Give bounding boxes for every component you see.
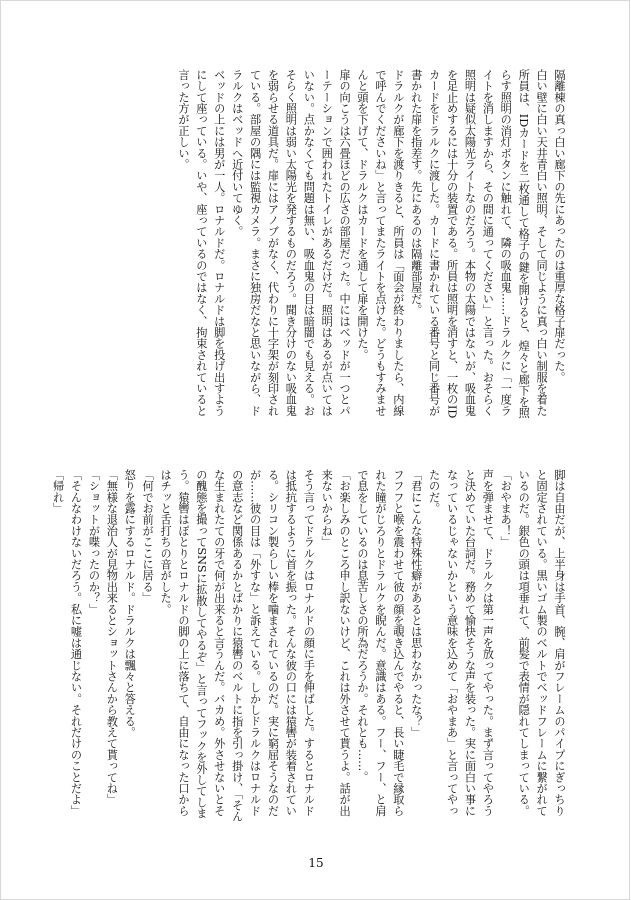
paragraph: 声を弾ませて、ドラルクは第一声を放ってやった。まず言ってやろうと決めていた台詞だ。務めて愉快そうな声を装った。実に面白い事になっているじゃないかという意味を込めて「おやまあ」と言ってやったのだ。: [427, 469, 495, 817]
text-block-bottom: [51, 469, 568, 824]
paragraph: そう言ってドラルクはロナルドの顔に手を伸ばした。するとロナルドは抵抗するように首を振った。そんな彼の口には猿轡が装着されている。シリコン製らしい棒を噛まされているのだ。実に窮屈そうなのだが……彼の目は「外すな」と訴えている。しかしドラルクはロナルドの意志など関係あるかとばかりに猿轡のベルトに指を引っ掛け、「そんな生まれたての牙で何が出来ると言うんだ。バカめ。外させないとその醜態を撮ってSNSに拡散してやるぞ」と言ってフックを外してしまう。猿轡はぽとりとロナルドの脚の上に落ちて、自由になった口からはチッと舌打ちの音がした。: [159, 469, 316, 822]
paragraph: 白い壁に白い天井青白い照明、そして同じように真っ白い制服を着た所員は、IDカードを二枚通して格子の鍵を開けると、煌々と廊下を照らす照明の消灯ボタンに触れて、隣の吸血鬼……ドラルクに「一度ライトを消しますから、その間に通ってください」と言った。おそらく照明は疑似太陽光ライトなのだろう。本物の太陽ではないが、吸血鬼を足止めするには十分の装置である。所員は照明を消すと、一枚のIDカードをドラルクに渡した。カードに書かれている番号と同じ番号が書かれた扉を指差す。先にあるのは隔離部屋だ。: [409, 69, 549, 419]
dialogue-line: 「おやまあ！」: [499, 469, 513, 548]
paragraph: ドラルクが廊下を渡りきると、所員は「面会が終わりましたら、内線で呼んでくださいね」と言ってまたライトを点けた。どうもすみませんと頭を下げて、ドラルクはカードを通して扉を開けた。: [356, 69, 405, 417]
text-block-top: [56, 69, 568, 424]
paragraph: 怒りを露にするロナルド。ドラルクは飄々と答える。: [123, 469, 137, 738]
page-number: 15: [308, 856, 324, 870]
dialogue-line: 「君にこんな特殊性癖があるとは思わなかったな？」: [409, 469, 423, 738]
paragraph: 隔離棟の真っ白い廊下の先にあったのは重厚な格子扉だった。: [553, 69, 566, 383]
paragraph: 扉の向こうは六畳ほどの広さの部屋だった。中にはベッドが一つとパーテーションで囲われたトイレがあるだけだ。照明はあるが点いてはいない。点かなくても問題は無い、吸血鬼の目は暗闇でも見える。おそらく照明は弱い太陽光を発するものだろう。聞き分けのない吸血鬼を弱らせる道具だ。扉にはアノブがなく、代わりに十字架が刻印されている。部屋の隅には監視カメラ。まさに独房だなと思いながら、ドラルクはベッドへ近付いてゆく。: [230, 69, 352, 417]
paragraph: 脚は自由だが、上半身は手首、腕、肩がフレームのパイプにぎっちりと固定されている。黒いゴム製のベルトでベッドフレームに繋がれているのだ。銀色の頭は項垂れて、前髪で表情が隠れてしまっている。: [517, 469, 566, 817]
paragraph: フフフと喉を震わせて彼の顔を覗き込んでやると、長い睫毛で縁取られた瞳がじろりとドラルクを睨んだ。意識はある。フー、フー、と肩で息をしているのは息苦しさの所為だろうか。それとも……。: [356, 469, 405, 817]
dialogue-line: 「何でお前がここに居る」: [141, 469, 155, 604]
dialogue-line: 「帰れ」: [51, 469, 65, 514]
dialogue-line: 「お楽しみのところ申し訳ないけど、これは外させて貰うよ。話が出来ないからね」: [320, 469, 352, 817]
paragraph: ベッドの上には男が一人。ロナルドだ。ロナルドは脚を投げ出すようにして座っている。いや、座っているのではなく、拘束されていると言った方が正しい。: [176, 69, 226, 417]
dialogue-line: 「そんなわけないだろう。私に嘘は通じない。それだけのことだよ」: [69, 469, 83, 817]
dialogue-line: 「ショットが喋ったのか？」: [87, 469, 101, 615]
dialogue-line: 「無様な退治人が見物出来るとショットさんから教えて貰ってね」: [105, 469, 119, 805]
